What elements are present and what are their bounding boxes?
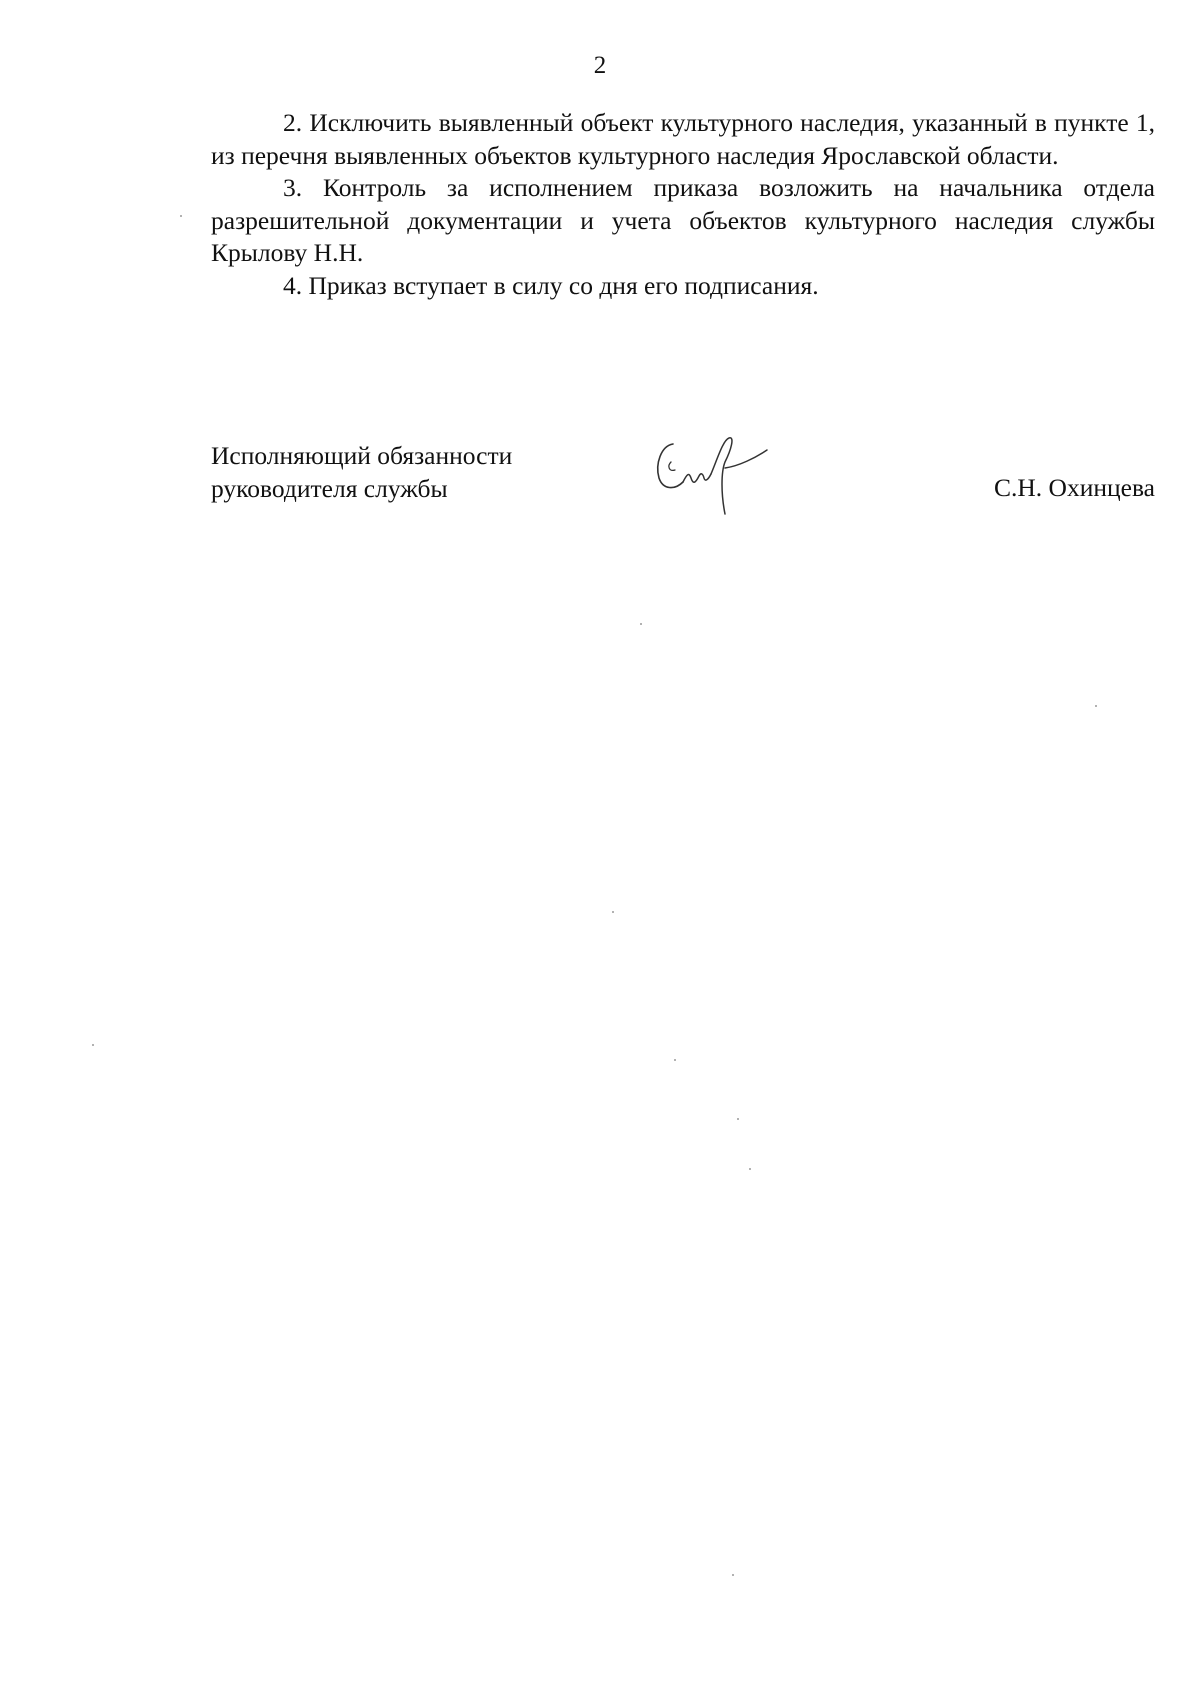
- scan-speck: [180, 215, 182, 217]
- paragraph-item-2: 2. Исключить выявленный объект культурного наследия, указанный в пункте 1, из перечня выявленных объектов культурного наследия Ярославской области.: [211, 108, 1155, 170]
- position-line-1: Исполняющий обязанности: [211, 441, 513, 470]
- paragraph-item-3: 3. Контроль за исполнением приказа возложить на начальника отдела разрешительной документации и учета объектов культурного наследия службы Крылову Н.Н.: [211, 173, 1155, 267]
- scan-speck: [640, 623, 642, 625]
- scan-speck: [674, 1059, 676, 1061]
- scan-speck: [749, 1168, 751, 1170]
- paragraph-item-4: 4. Приказ вступает в силу со дня его подписания.: [283, 270, 819, 300]
- scan-speck: [92, 1044, 94, 1046]
- page-number: 2: [593, 52, 607, 79]
- scan-speck: [1095, 705, 1097, 707]
- signatory-position: [211, 440, 512, 505]
- scan-speck: [737, 1118, 739, 1120]
- handwritten-signature: [651, 432, 791, 522]
- scan-speck: [732, 1574, 734, 1576]
- scan-speck: [612, 911, 614, 913]
- signatory-name: С.Н. Охинцева: [994, 473, 1155, 502]
- signature-block: [211, 440, 1155, 520]
- position-line-2: руководителя службы: [211, 473, 448, 503]
- document-body: [211, 107, 1155, 302]
